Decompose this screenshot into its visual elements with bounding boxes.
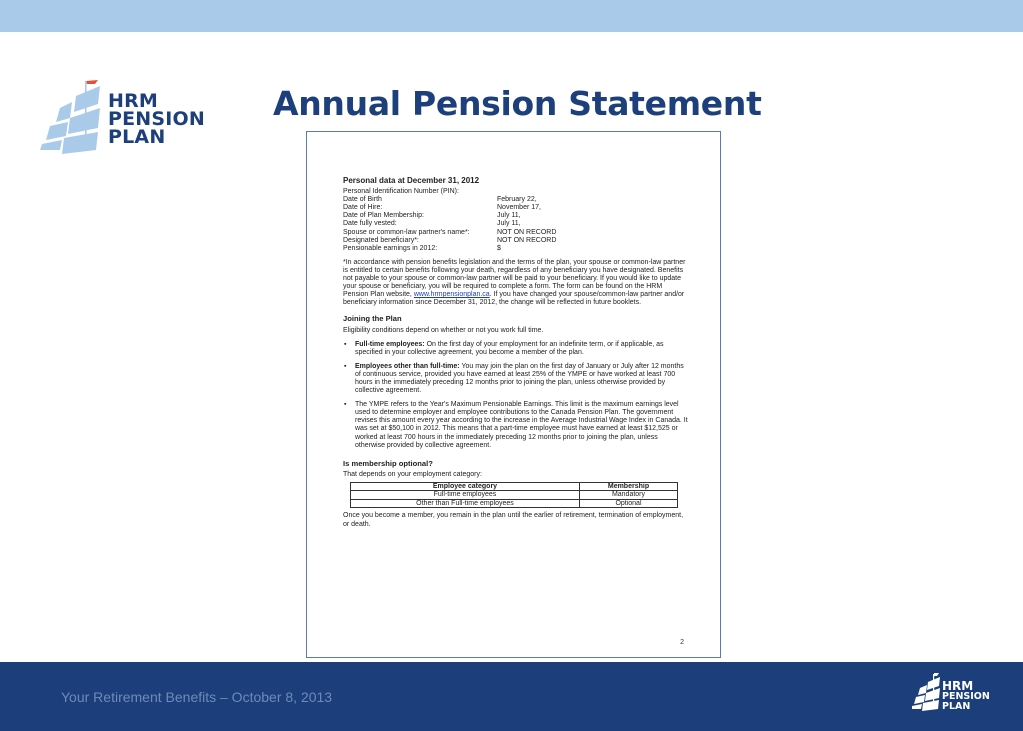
field-label: Date of Plan Membership: — [343, 212, 424, 220]
bullet-icon: ▪ — [344, 401, 347, 409]
beneficiary-footnote — [343, 259, 689, 308]
field-label: Date of Birth — [343, 196, 382, 204]
personal-data-row-vested — [343, 220, 689, 228]
personal-data-row-hire — [343, 204, 689, 212]
bullet-text: The YMPE refers to the Year's Maximum Pensionable Earnings. This limit is the maximum earnings level used to determine employer and employee contributions to the Canada Pension Plan. The government revises this amount every year according to the increase in the Average Industrial Wage Index in Canada. It was set at $50,100 in 2012. This means that a part-time employee must have earned at least $12,525 or worked at least 700 hours in the immediately preceding 12 months prior to joining the plan, unless otherwise provided by collective agreement. — [355, 401, 688, 449]
bullet-title: Full-time employees: — [355, 340, 425, 348]
personal-data-list — [343, 188, 689, 253]
table-cell: Full-time employees — [351, 491, 580, 500]
bullet-ympe — [343, 401, 689, 450]
field-value: NOT ON RECORD — [497, 236, 557, 244]
logo-line-pension: PENSION — [108, 108, 206, 130]
field-value: July 11, — [497, 220, 521, 228]
bullet-other-than-full-time — [343, 363, 689, 395]
table-cell: Optional — [579, 499, 677, 508]
personal-data-row-earnings — [343, 245, 689, 253]
field-value: $ — [497, 244, 501, 252]
field-value — [497, 188, 689, 196]
bullet-text: On the first day of your employment for an indefinite term, or if applicable, as specified in your collective agreement, you become a member of the plan. — [355, 340, 664, 356]
table-cell: Mandatory — [579, 491, 677, 500]
bullet-full-time — [343, 341, 689, 357]
footer-logo — [912, 672, 1002, 718]
bullet-icon: ▪ — [344, 362, 347, 370]
field-label: Pensionable earnings in 2012: — [343, 244, 438, 252]
bullet-title: Employees other than full-time: — [355, 362, 460, 370]
footnote-text: *In accordance with pension benefits legislation and the terms of the plan, your spouse or common-law partner is entitled to certain benefits following your death, regardless of any beneficiary you have designated. Benefits not payable to your spouse or common-law partner will be paid to your beneficiary. If you would like to update your spouse or beneficiary, you will be required to complete a form. The form can be found on the HRM Pension Plan website, — [343, 258, 686, 299]
column-header: Employee category — [351, 482, 580, 491]
pension-plan-website-link[interactable]: www.hrmpensionplan.ca — [413, 291, 490, 299]
table-header-row — [351, 482, 678, 491]
logo-line-hrm: HRM — [942, 679, 974, 693]
joining-intro: Eligibility conditions depend on whether or not you work full time. — [343, 326, 544, 334]
field-label: Personal Identification Number (PIN): — [343, 188, 459, 196]
table-cell: Other than Full-time employees — [351, 499, 580, 508]
bullet-text: You may join the plan on the first day of January or July after 12 months of continuous service, provided you have earned at least 25% of the YMPE or have worked at least 700 hours in the immediately preceding 12 months prior to joining the plan, unless otherwise provided by collective agreement. — [355, 362, 684, 395]
top-banner — [0, 0, 1023, 32]
logo-line-pension: PENSION — [942, 691, 990, 702]
slide-title: Annual Pension Statement — [273, 84, 762, 123]
statement-document-page — [306, 131, 721, 658]
page-number: 2 — [680, 638, 684, 646]
field-label: Date fully vested: — [343, 220, 397, 228]
logo-line-plan: PLAN — [108, 126, 166, 148]
personal-data-row-membership — [343, 212, 689, 220]
field-value: July 11, — [497, 212, 521, 220]
column-header: Membership — [579, 482, 677, 491]
field-label: Spouse or common-law partner's name*: — [343, 228, 470, 236]
table-row — [351, 499, 678, 508]
sailboat-logo-icon — [912, 672, 944, 712]
personal-data-row-pin — [343, 188, 689, 196]
membership-optional-heading: Is membership optional? — [343, 458, 433, 468]
joining-plan-heading: Joining the Plan — [343, 314, 402, 324]
footnote-text: . If you have changed your spouse/common-law partner and/or beneficiary information since December 31, 2012, the change will be reflected in future booklets. — [343, 291, 685, 307]
field-value: NOT ON RECORD — [497, 228, 557, 236]
field-label: Designated beneficiary*: — [343, 236, 419, 244]
personal-data-row-birth — [343, 196, 689, 204]
bullet-icon: ▪ — [344, 340, 347, 348]
membership-intro: That depends on your employment category: — [343, 470, 482, 478]
footer-band — [0, 662, 1023, 731]
logo-line-hrm: HRM — [108, 90, 159, 112]
membership-closing-text: Once you become a member, you remain in the plan until the earlier of retirement, termination of employment, or death. — [343, 512, 684, 528]
hrm-pension-plan-logo — [40, 78, 210, 154]
footer-caption: Your Retirement Benefits – October 8, 2013 — [61, 689, 333, 705]
personal-data-row-beneficiary — [343, 237, 689, 245]
table-row — [351, 491, 678, 500]
field-value: November 17, — [497, 204, 541, 212]
field-value: February 22, — [497, 196, 537, 204]
personal-data-heading: Personal data at December 31, 2012 — [343, 176, 480, 185]
field-label: Date of Hire: — [343, 204, 383, 212]
sailboat-logo-icon — [40, 78, 110, 154]
membership-table — [350, 482, 678, 509]
logo-line-plan: PLAN — [942, 700, 971, 712]
personal-data-row-spouse — [343, 229, 689, 237]
